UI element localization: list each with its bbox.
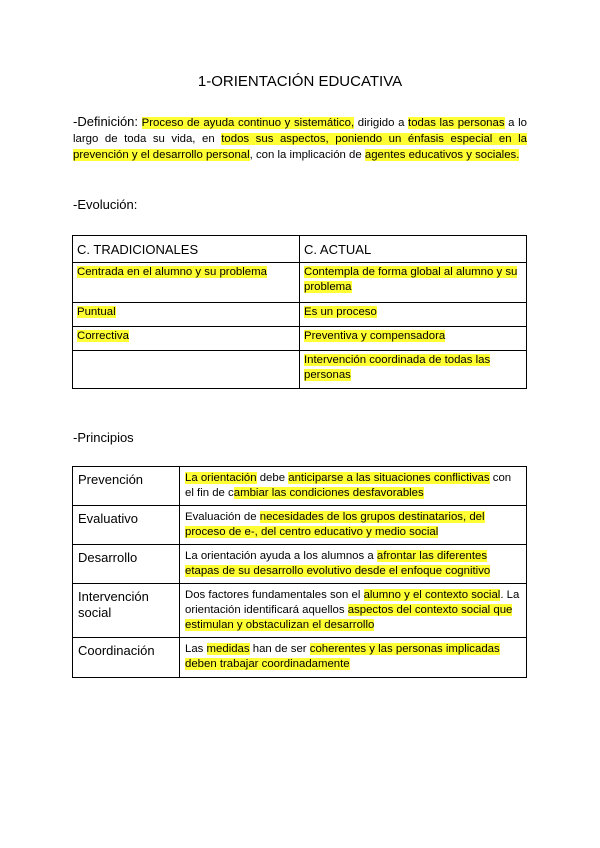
- principle-name: Evaluativo: [73, 506, 180, 545]
- table-cell: [300, 351, 527, 389]
- principios-table: [72, 466, 527, 678]
- cell-text: Contempla de forma global al alumno y su problema: [304, 266, 518, 293]
- desc-highlight: necesidades de los grupos destinatarios, del proceso de e-, del centro educativo y medio social: [185, 511, 485, 538]
- evolucion-label: -Evolución:: [73, 197, 138, 212]
- principle-description: [180, 506, 527, 545]
- definition-highlight: todas las personas: [408, 117, 505, 129]
- desc-highlight: coherentes y las personas implicadas deben trabajar coordinadamente: [185, 643, 500, 670]
- principios-label: -Principios: [73, 430, 134, 445]
- table-cell: [73, 351, 300, 389]
- principle-description: [180, 638, 527, 678]
- table-row: [73, 638, 527, 678]
- desc-highlight: La orientación: [185, 472, 257, 484]
- table-header-row: [73, 236, 527, 263]
- table-row: [73, 303, 527, 327]
- desc-highlight: alumno y el contexto social: [363, 589, 501, 601]
- definition-highlight: Proceso de ayuda continuo y sistemático,: [141, 117, 355, 129]
- cell-text: Centrada en el alumno y su problema: [77, 266, 267, 278]
- desc-highlight: ambiar las condiciones desfavorables: [233, 487, 424, 499]
- desc-highlight: aspectos del contexto social que estimulan y obstaculizan el desarrollo: [185, 604, 513, 631]
- cell-text: Es un proceso: [304, 306, 377, 318]
- table-row: [73, 263, 527, 303]
- table-row: [73, 467, 527, 506]
- principle-name: Desarrollo: [73, 545, 180, 584]
- definition-text: a lo largo de toda su vida, en: [73, 117, 527, 145]
- desc-text: con el fin de c: [185, 472, 512, 499]
- cell-text: Preventiva y compensadora: [304, 330, 446, 342]
- desc-highlight: anticiparse a las situaciones conflictivas: [288, 472, 490, 484]
- header-cell-actual: C. ACTUAL: [300, 236, 527, 263]
- principle-description: [180, 545, 527, 584]
- header-cell-tradicionales: C. TRADICIONALES: [73, 236, 300, 263]
- cell-text: Puntual: [77, 306, 116, 318]
- desc-text: Evaluación de: [185, 511, 260, 523]
- desc-highlight: afrontar las diferentes etapas de su desarrollo evolutivo desde el enfoque cognitivo: [185, 550, 491, 577]
- principle-description: [180, 584, 527, 638]
- table-row: [73, 506, 527, 545]
- desc-text: La orientación ayuda a los alumnos a: [185, 550, 377, 562]
- evolucion-table: [72, 235, 527, 389]
- principle-description: [180, 467, 527, 506]
- desc-highlight: medidas: [206, 643, 250, 655]
- table-row: [73, 351, 527, 389]
- table-cell: [73, 263, 300, 303]
- desc-text: . La orientación identificará aquellos: [185, 589, 520, 616]
- principle-name: Prevención: [73, 467, 180, 506]
- table-cell: [300, 263, 527, 303]
- page-title: 1-ORIENTACIÓN EDUCATIVA: [197, 73, 403, 90]
- desc-text: Dos factores fundamentales son el: [185, 589, 364, 601]
- principle-name: Coordinación: [73, 638, 180, 678]
- table-cell: [73, 303, 300, 327]
- desc-text: debe: [256, 472, 289, 484]
- definition-highlight: agentes educativos y sociales.: [364, 149, 520, 161]
- table-row: [73, 584, 527, 638]
- table-row: [73, 327, 527, 351]
- principle-name: Intervención social: [73, 584, 180, 638]
- definition-text: dirigido a: [354, 117, 409, 129]
- table-row: [73, 545, 527, 584]
- cell-text: Intervención coordinada de todas las personas: [304, 354, 491, 381]
- desc-text: han de ser: [249, 643, 310, 655]
- table-cell: [300, 303, 527, 327]
- definition-paragraph: [73, 114, 527, 163]
- definition-highlight: todos sus aspectos, poniendo un énfasis especial en la prevención y el desarrollo personal: [73, 133, 527, 161]
- desc-text: Las: [185, 643, 207, 655]
- cell-text: Correctiva: [77, 330, 129, 342]
- table-cell: [73, 327, 300, 351]
- definition-text: , con la implicación de: [249, 149, 365, 161]
- table-cell: [300, 327, 527, 351]
- definition-label: -Definición:: [73, 114, 139, 129]
